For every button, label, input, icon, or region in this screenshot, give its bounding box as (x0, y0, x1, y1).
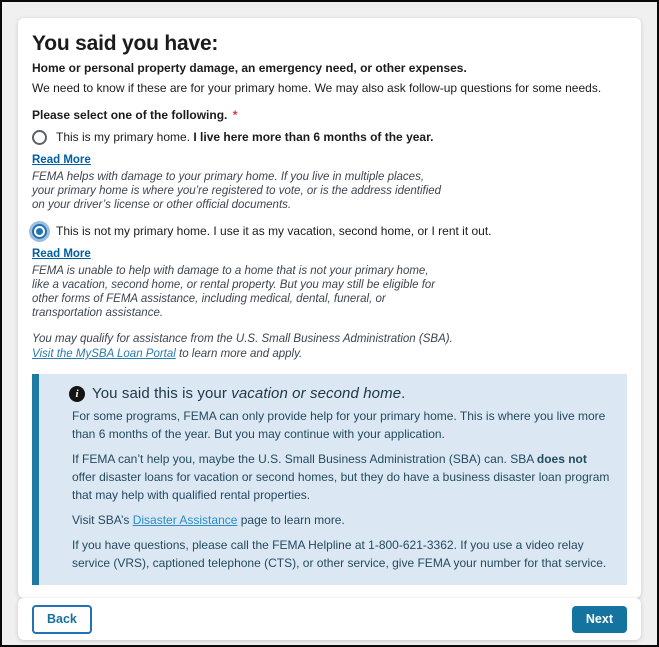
alert-paragraph-sba-loans (72, 450, 611, 504)
alert-paragraph-primary-home: For some programs, FEMA can only provide help for your primary home. This is where you live more than 6 months of the year. But you may continue with your application. (72, 409, 606, 441)
alert-p2-bold: does not (536, 452, 587, 466)
required-asterisk: * (232, 108, 238, 122)
help-line: FEMA is unable to help with damage to a home that is not your primary home, (32, 265, 429, 277)
radio-option-primary-home[interactable] (32, 130, 627, 145)
alert-p2-after: offer disaster loans for vacation or second homes, but they do have a business disaster loan program that may help with qualified rental properties. (72, 470, 610, 502)
sba-note-line2 (32, 347, 627, 362)
info-alert-title (92, 385, 405, 402)
read-more-link-not-primary[interactable]: Read More (32, 248, 91, 260)
read-more-link-primary[interactable]: Read More (32, 154, 91, 166)
question-label (32, 108, 627, 122)
help-line: other forms of FEMA assistance, including medical, dental, funeral, or (32, 293, 386, 305)
sba-note-line2-text: to learn more and apply. (175, 348, 303, 360)
sba-note-line1: You may qualify for assistance from the U.S. Small Business Administration (SBA). (32, 333, 453, 345)
page (2, 2, 657, 645)
radio-label-not-primary-home: This is not my primary home. I use it as my vacation, second home, or I rent it out. (56, 224, 492, 238)
help-line: your primary home is where you’re registered to vote, or is the address identified (32, 185, 442, 197)
intro-text: We need to know if these are for your primary home. We may also ask follow-up questions for some needs. (32, 81, 602, 95)
radio-button-primary-home[interactable] (32, 130, 47, 145)
radio-label-primary-normal: This is my primary home. (56, 130, 194, 144)
mysba-loan-portal-link[interactable]: Visit the MySBA Loan Portal (32, 348, 176, 360)
alert-p3-after: page to learn more. (237, 513, 345, 527)
info-icon: i (69, 386, 85, 402)
radio-option-not-primary-home[interactable] (32, 224, 627, 239)
disaster-assistance-link[interactable]: Disaster Assistance (132, 513, 238, 527)
next-button[interactable]: Next (572, 606, 627, 633)
radio-label-primary-home (56, 130, 433, 145)
help-line: on your driver’s license or other official documents. (32, 199, 292, 211)
question-label-text: Please select one of the following. (32, 108, 228, 122)
help-text-not-primary (32, 264, 627, 320)
help-line: like a vacation, second home, or rental property. But you may still be eligible for (32, 279, 436, 291)
alert-p2-before: If FEMA can’t help you, maybe the U.S. Small Business Administration (SBA) can. SBA (72, 452, 537, 466)
back-button[interactable]: Back (32, 605, 92, 634)
help-line: transportation assistance. (32, 307, 164, 319)
navigation-footer (18, 598, 641, 640)
alert-title-suffix: . (401, 385, 406, 402)
alert-title-prefix: You said this is your (92, 385, 232, 402)
alert-p3-before: Visit SBA’s (72, 513, 133, 527)
alert-title-emphasis: vacation or second home (231, 385, 402, 402)
selected-needs-summary: Home or personal property damage, an emergency need, or other expenses. (32, 61, 467, 75)
question-card (18, 18, 641, 598)
radio-label-primary-bold: I live here more than 6 months of the year. (193, 130, 434, 144)
sba-qualify-note (32, 332, 627, 362)
page-title: You said you have: (32, 32, 219, 55)
alert-paragraph-visit-sba (72, 511, 611, 529)
info-alert (32, 374, 627, 585)
alert-paragraph-helpline: If you have questions, please call the FEMA Helpline at 1-800-621-3362. If you use a video relay service (VRS), captioned telephone (CTS), or other service, give FEMA your number for that service. (72, 538, 607, 570)
help-line: FEMA helps with damage to your primary home. If you live in multiple places, (32, 171, 425, 183)
info-alert-header (69, 385, 611, 402)
radio-button-not-primary-home[interactable] (32, 224, 47, 239)
help-text-primary (32, 170, 627, 212)
